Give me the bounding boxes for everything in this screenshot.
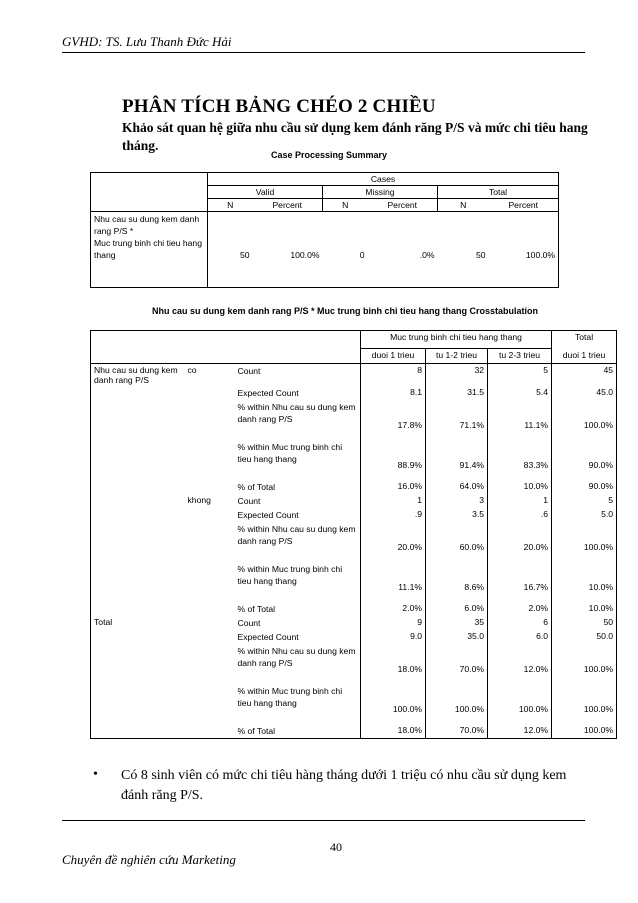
table-row [91,562,617,602]
valid-n: 50 [208,212,253,288]
col-header-3: tu 2-3 trieu [488,349,552,364]
table-cell: 3.5 [426,508,488,522]
missing-n: 0 [323,212,368,288]
table-cell: 70.0% [426,644,488,684]
group-missing: Missing [323,186,438,199]
col-group-header: Muc trung binh chi tieu hang thang [361,331,552,349]
crosstab-caption: Nhu cau su dung kem danh rang P/S * Muc trung binh chi tieu hang thang Crosstabulation [152,306,539,316]
total-n-header: N [438,199,489,212]
table-cell: 6 [488,616,552,630]
table-row [91,522,617,562]
footer-rule [62,820,585,821]
table-cell: 9.0 [361,630,426,644]
table-cell: 6.0% [426,602,488,616]
table-cell: 8.6% [426,562,488,602]
table-row [91,616,617,630]
table-cell: 5 [552,494,617,508]
valid-percent-header: Percent [253,199,323,212]
table-cell: 50.0 [552,630,617,644]
total-percent: 100.0% [489,212,559,288]
table-cell: 50 [552,616,617,630]
valid-n-header: N [208,199,253,212]
table-cell: 83.3% [488,440,552,480]
total-percent-header: Percent [489,199,559,212]
table-cell: 10.0% [552,562,617,602]
statistic-label: % within Muc trung binh chi tieu hang thang [237,686,343,708]
group-label: khong [187,495,211,505]
table-row [91,602,617,616]
missing-percent: .0% [368,212,438,288]
table-cell: 8.1 [361,386,426,400]
table-cell: 35 [426,616,488,630]
statistic-label: Count [235,364,361,387]
cases-header: Cases [208,173,559,186]
summary-row-label: Nhu cau su dung kem danh rang P/S * Muc trung binh chi tieu hang thang [91,212,208,288]
table-cell: 100.0% [361,684,426,724]
table-row [91,400,617,440]
table-row [91,508,617,522]
statistic-label: % within Nhu cau su dung kem danh rang P/S [237,646,356,668]
table-cell: 1 [488,494,552,508]
table-cell: 20.0% [361,522,426,562]
col-header-2: tu 1-2 trieu [426,349,488,364]
table-cell: 11.1% [361,562,426,602]
crosstab-body [91,364,617,739]
table-cell: .6 [488,508,552,522]
table-cell: 100.0% [552,644,617,684]
table-cell: 91.4% [426,440,488,480]
table-cell: 45.0 [552,386,617,400]
table-row [91,440,617,480]
table-cell: 17.8% [361,400,426,440]
table-row [91,480,617,494]
table-cell: 32 [426,364,488,387]
table-cell: 88.9% [361,440,426,480]
statistic-label: Expected Count [237,632,299,642]
table-row [91,644,617,684]
table-cell: 70.0% [426,724,488,739]
crosstab-table [90,330,617,739]
table-cell: 31.5 [426,386,488,400]
table-row [91,630,617,644]
table-cell: 1 [361,494,426,508]
group-label: co [185,364,235,387]
summary-caption: Case Processing Summary [270,150,388,160]
table-cell: 12.0% [488,644,552,684]
table-row [91,364,617,387]
table-cell: 5 [488,364,552,387]
table-cell: 3 [426,494,488,508]
table-cell: 10.0% [488,480,552,494]
statistic-label: % within Nhu cau su dung kem danh rang P/S [237,402,356,424]
table-cell: 90.0% [552,480,617,494]
table-cell: 100.0% [552,400,617,440]
row-variable-label: Nhu cau su dung kem danh rang P/S [91,364,185,387]
col-header-4: duoi 1 trieu [552,349,617,364]
total-row-label: Total [91,616,185,630]
page-title: PHÂN TÍCH BẢNG CHÉO 2 CHIỀU [122,96,436,117]
statistic-label: Expected Count [237,510,299,520]
table-cell: 71.1% [426,400,488,440]
table-cell: 5.0 [552,508,617,522]
table-cell: 35.0 [426,630,488,644]
table-cell: 90.0% [552,440,617,480]
table-cell: 6.0 [488,630,552,644]
statistic-label: % of Total [237,604,276,614]
table-cell: 18.0% [361,724,426,739]
table-cell: .9 [361,508,426,522]
valid-percent: 100.0% [253,212,323,288]
group-total: Total [438,186,559,199]
table-cell: 100.0% [552,522,617,562]
case-summary-table [90,172,559,288]
table-cell: 8 [361,364,426,387]
table-row [91,684,617,724]
statistic-label: % of Total [237,482,276,492]
statistic-label: Expected Count [237,388,299,398]
table-cell: 64.0% [426,480,488,494]
page-subtitle: Khảo sát quan hệ giữa nhu cầu sử dụng kem đánh răng P/S và mức chi tiêu hang tháng. [122,120,588,153]
bullet-icon: • [93,767,98,782]
statistic-label: % of Total [235,724,361,739]
table-cell: 10.0% [552,602,617,616]
table-cell: 2.0% [361,602,426,616]
table-cell: 100.0% [426,684,488,724]
table-cell: 100.0% [552,684,617,724]
table-row [91,724,617,739]
table-cell: 16.7% [488,562,552,602]
table-cell: 11.1% [488,400,552,440]
statistic-label: % within Muc trung binh chi tieu hang thang [237,564,343,586]
table-cell: 100.0% [552,724,617,739]
missing-n-header: N [323,199,368,212]
bullet-text: Có 8 sinh viên có mức chi tiêu hàng tháng dưới 1 triệu có nhu cầu sử dụng kem đánh răng P/S. [121,768,567,803]
table-cell: 2.0% [488,602,552,616]
table-cell: 16.0% [361,480,426,494]
header-rule [62,52,585,53]
missing-percent-header: Percent [368,199,438,212]
table-cell: 20.0% [488,522,552,562]
total-header: Total [552,331,617,349]
statistic-label: Count [237,496,261,506]
col-header-1: duoi 1 trieu [361,349,426,364]
table-cell: 5.4 [488,386,552,400]
table-cell: 45 [552,364,617,387]
table-cell: 18.0% [361,644,426,684]
group-valid: Valid [208,186,323,199]
table-row [91,386,617,400]
table-cell: 12.0% [488,724,552,739]
page-footer: Chuyên đề nghiên cứu Marketing [62,852,236,867]
total-n: 50 [438,212,489,288]
page-header: GVHD: TS. Lưu Thanh Đức Hải [62,34,232,49]
table-cell: 9 [361,616,426,630]
statistic-label: Count [237,618,261,628]
page-number: 40 [330,840,342,854]
table-cell: 100.0% [488,684,552,724]
statistic-label: % within Muc trung binh chi tieu hang thang [237,442,343,464]
table-cell: 60.0% [426,522,488,562]
table-row [91,494,617,508]
statistic-label: % within Nhu cau su dung kem danh rang P/S [237,524,356,546]
